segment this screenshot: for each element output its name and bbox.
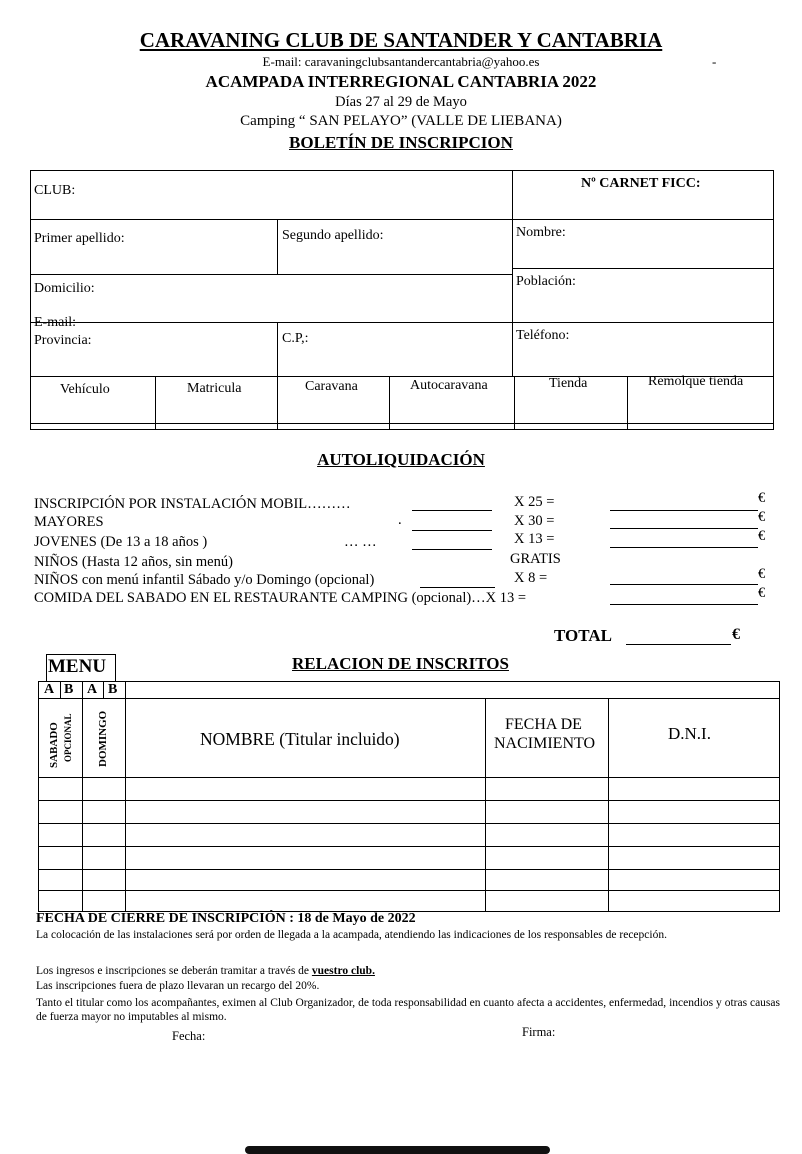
club-email: E-mail: caravaningclubsantandercantabria@yahoo.es (262, 54, 540, 69)
inscritos-title: RELACION DE INSCRITOS (292, 654, 509, 673)
fee-label-jovenes: JOVENES (De 13 a 18 años ) (34, 534, 208, 550)
firma-label: Firma: (522, 1025, 556, 1039)
col-fecha-1: FECHA DE (505, 716, 582, 733)
mayores-dot: . (398, 512, 402, 528)
fecha-label: Fecha: (172, 1029, 206, 1043)
club-field[interactable]: CLUB: (34, 183, 76, 198)
qty-line-jovenes[interactable] (412, 549, 492, 550)
price-jovenes: X 13 = (514, 531, 555, 547)
poblacion-field[interactable]: Población: (516, 274, 576, 289)
event-dates: Días 27 al 29 de Mayo (335, 94, 467, 110)
qty-line-mayores[interactable] (412, 530, 492, 531)
amount-line-ninos-menu[interactable] (610, 584, 758, 585)
nombre-field[interactable]: Nombre: (516, 225, 566, 240)
domingo-label: DOMINGO (97, 710, 109, 768)
note-recargo: Las inscripciones fuera de plazo llevaran un recargo del 20%. (36, 980, 320, 992)
price-ninos: GRATIS (510, 551, 561, 567)
form-title: BOLETÍN DE INSCRIPCION (289, 133, 513, 152)
cp-field[interactable]: C.P,: (282, 331, 309, 346)
euro-mayores: € (758, 509, 766, 525)
euro-comida: € (758, 585, 766, 601)
email-dash: - (712, 54, 717, 69)
amount-line-inscripcion[interactable] (610, 510, 758, 511)
matricula-field[interactable]: Matricula (187, 381, 242, 396)
fee-label-mayores: MAYORES (34, 514, 104, 530)
price-inscripcion: X 25 = (514, 494, 555, 510)
registration-table (30, 170, 774, 430)
euro-inscripcion: € (758, 490, 766, 506)
primer-apellido-field[interactable]: Primer apellido: (34, 231, 125, 246)
qty-line-ninos-menu[interactable] (420, 587, 495, 588)
carnet-field[interactable]: Nº CARNET FICC: (581, 176, 701, 191)
menu-domingo-a: A (87, 682, 98, 697)
club-title: CARAVANING CLUB DE SANTANDER Y CANTABRIA (139, 28, 663, 52)
euro-ninos-menu: € (758, 566, 766, 582)
col-dni: D.N.I. (668, 724, 711, 743)
tienda-field[interactable]: Tienda (549, 376, 588, 391)
autoliquidacion-title: AUTOLIQUIDACIÓN (317, 450, 485, 469)
remolque-field[interactable]: Remolque tienda (648, 374, 744, 389)
email-field[interactable]: E-mail: (34, 315, 76, 330)
note-ingresos-text: Los ingresos e inscripciones se deberán tramitar a través de (36, 965, 312, 977)
opcional-label: OPCIONAL (63, 713, 73, 763)
provincia-field[interactable]: Provincia: (34, 333, 92, 348)
fee-label-ninos-menu: NIÑOS con menú infantil Sábado y/o Domingo (opcional) (34, 572, 375, 588)
domicilio-field[interactable]: Domicilio: (34, 281, 95, 296)
total-euro: € (732, 626, 740, 643)
amount-line-mayores[interactable] (610, 528, 758, 529)
menu-sabado-a: A (44, 682, 55, 697)
note-ingresos (36, 964, 780, 978)
amount-line-jovenes[interactable] (610, 547, 758, 548)
menu-domingo-b: B (108, 682, 118, 697)
fee-label-comida: COMIDA DEL SABADO EN EL RESTAURANTE CAMPING (opcional)…X 13 = (34, 590, 527, 606)
amount-line-comida[interactable] (610, 604, 758, 605)
total-label: TOTAL (554, 626, 612, 645)
vehiculo-label: Vehículo (60, 382, 110, 397)
event-camping: Camping “ SAN PELAYO” (VALLE DE LIEBANA) (240, 113, 562, 129)
note-responsabilidad: Tanto el titular como los acompañantes, eximen al Club Organizador, de toda responsabilidad en cuanto afecta a accidentes, enfermedad, incendios y otras causas de fuerza mayor no imputables al mismo. (36, 997, 780, 1023)
vuestro-club-link: vuestro club. (311, 965, 375, 977)
col-nombre: NOMBRE (Titular incluido) (200, 729, 400, 749)
event-title: ACAMPADA INTERREGIONAL CANTABRIA 2022 (205, 72, 597, 91)
total-amount-line[interactable] (626, 644, 731, 645)
qty-line-inscripcion[interactable] (412, 510, 492, 511)
fee-label-inscripcion: INSCRIPCIÓN POR INSTALACIÓN MOBIL……… (34, 496, 351, 512)
autocaravana-field[interactable]: Autocaravana (410, 378, 488, 393)
price-mayores: X 30 = (514, 513, 555, 529)
cierre-date: FECHA DE CIERRE DE INSCRIPCIÓN : 18 de Mayo de 2022 (36, 911, 416, 926)
sabado-label: SABADO (48, 722, 60, 768)
menu-sabado-b: B (64, 682, 74, 697)
telefono-field[interactable]: Teléfono: (516, 328, 570, 343)
inscritos-table (38, 681, 780, 912)
jovenes-dots: … … (344, 534, 377, 550)
caravana-field[interactable]: Caravana (305, 379, 358, 394)
segundo-apellido-field[interactable]: Segundo apellido: (282, 228, 384, 243)
fee-label-ninos: NIÑOS (Hasta 12 años, sin menú) (34, 554, 233, 570)
bottom-bar (245, 1146, 550, 1154)
price-ninos-menu: X 8 = (514, 570, 548, 586)
note-colocacion: La colocación de las instalaciones será por orden de llegada a la acampada, atendiendo las indicaciones de los responsables de recepción. (36, 929, 667, 941)
col-fecha-2: NACIMIENTO (494, 735, 596, 752)
menu-label: MENU (48, 656, 107, 677)
euro-jovenes: € (758, 528, 766, 544)
